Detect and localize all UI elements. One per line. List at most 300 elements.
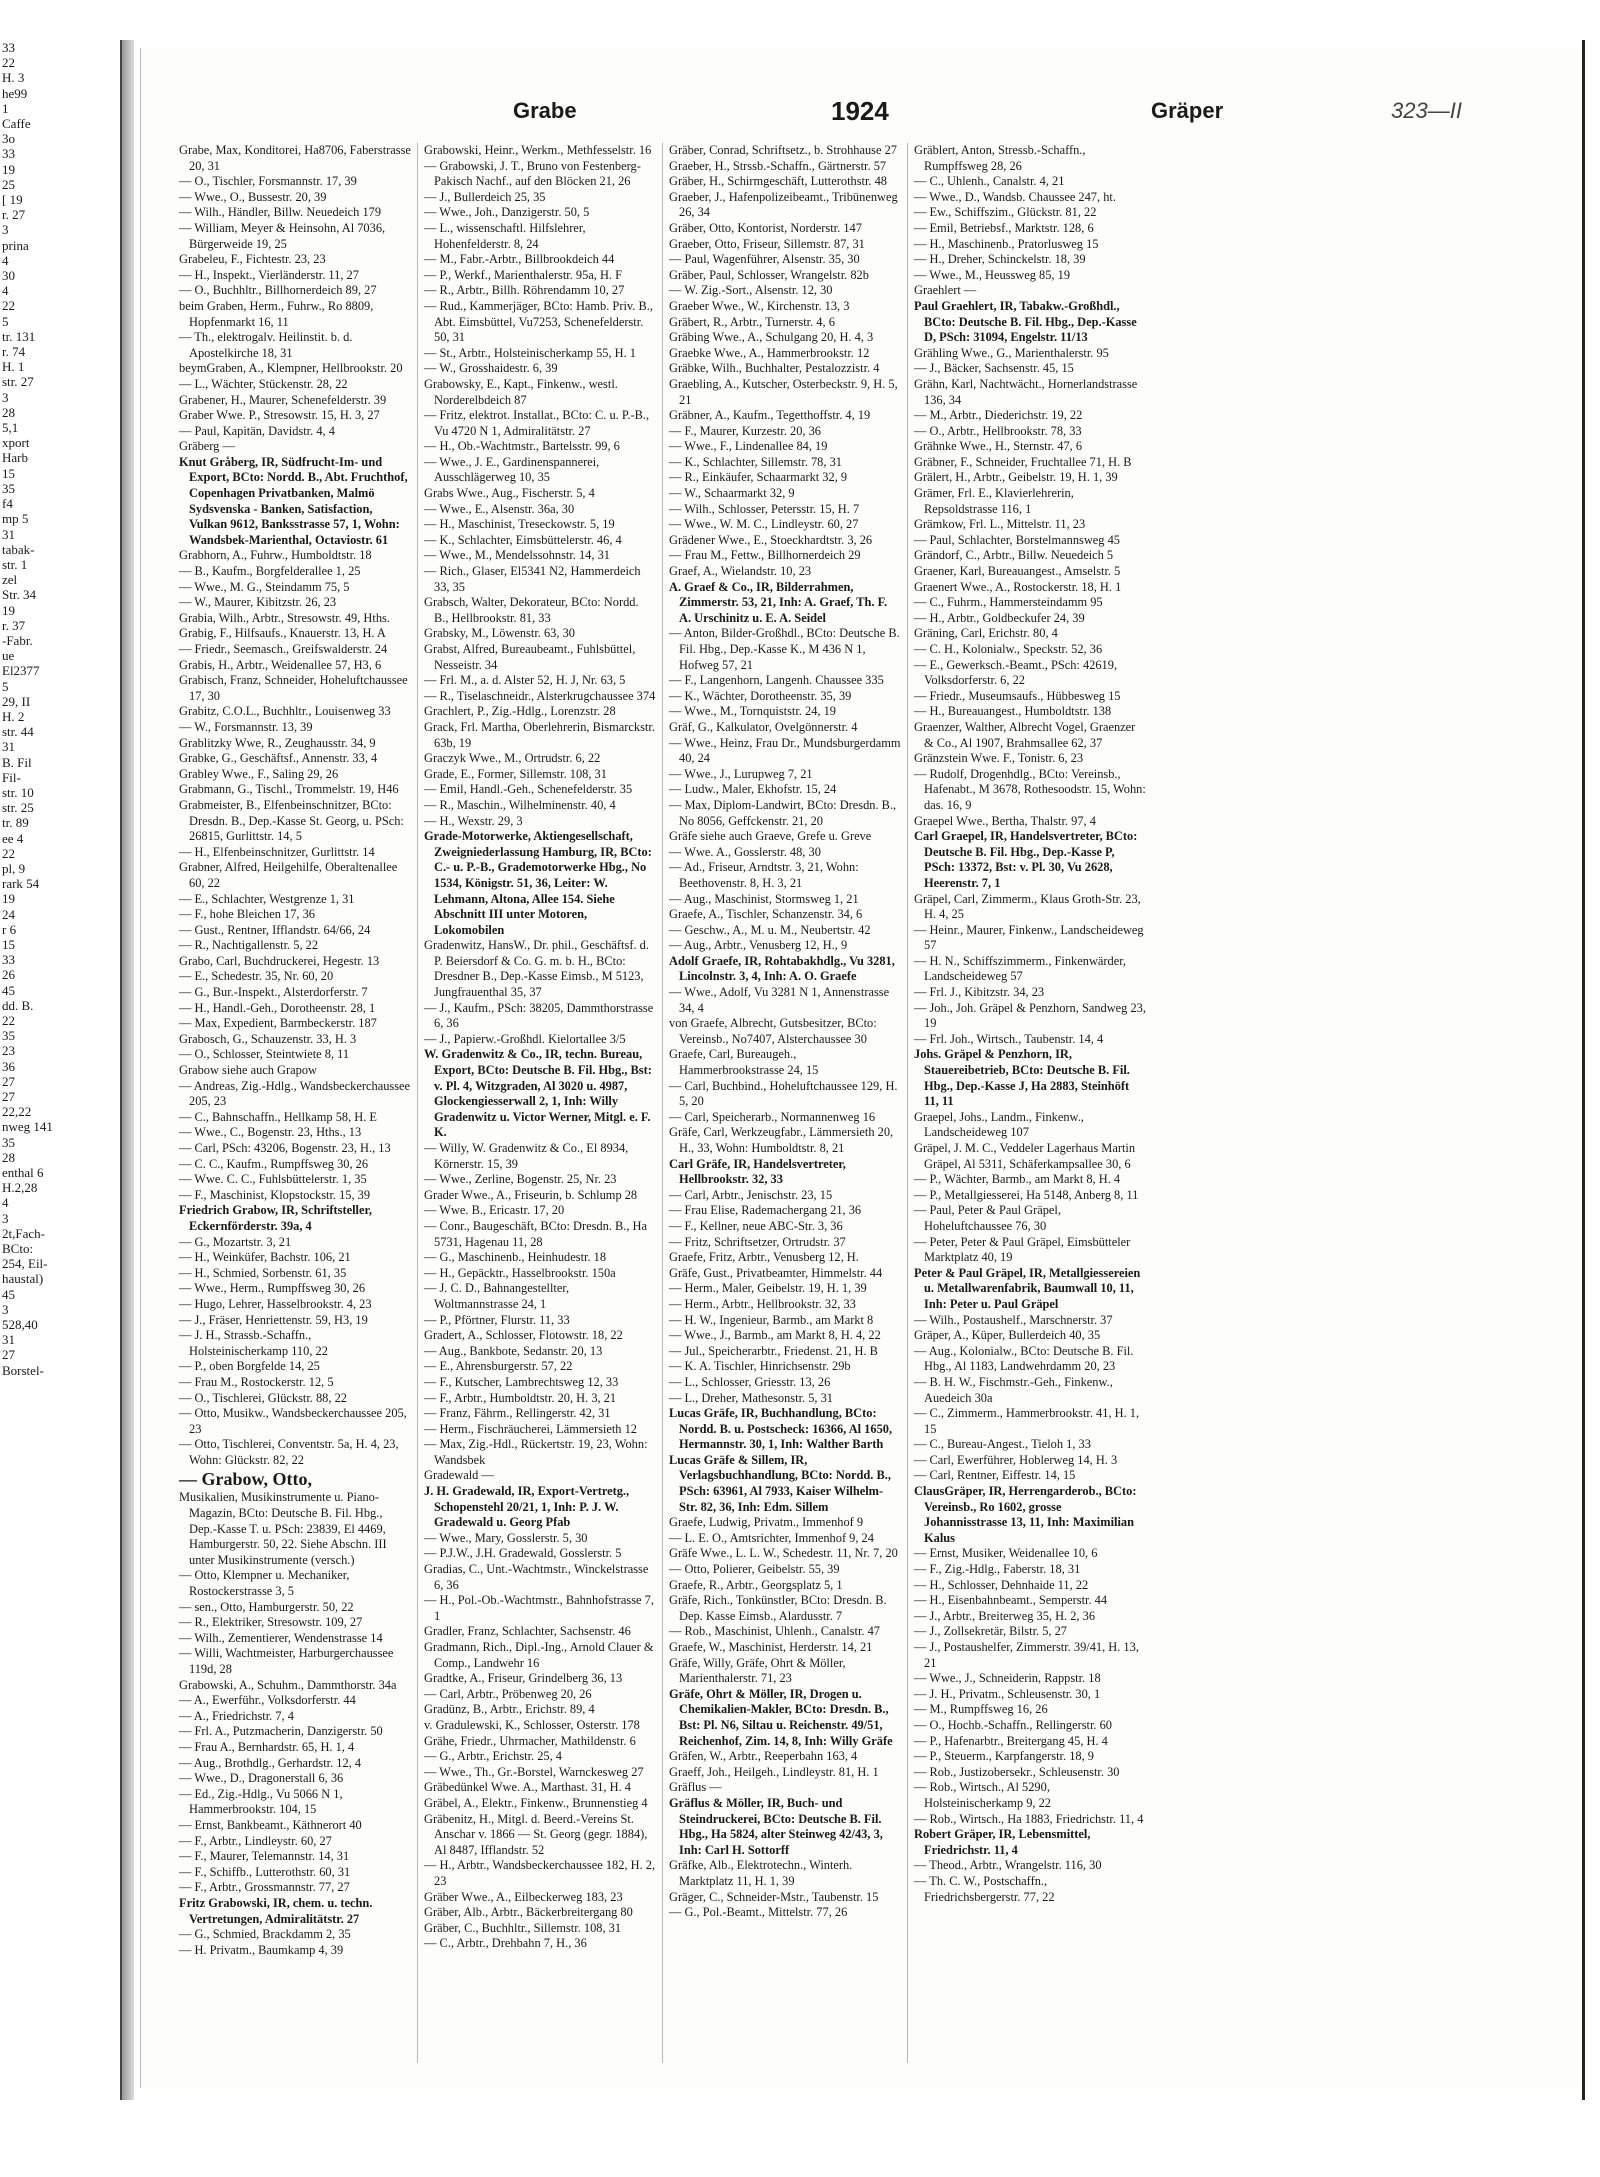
directory-entry: — W. Zig.-Sort., Alsenstr. 12, 30 (669, 283, 833, 298)
directory-entry: — Wilh., Schlosser, Petersstr. 15, H. 7 (669, 501, 860, 516)
header-year: 1924 (831, 96, 889, 126)
directory-entry: — F., Schiffb., Lutterothstr. 60, 31 (179, 1864, 351, 1879)
left-fragment-line: 23 (2, 1043, 15, 1059)
directory-entry: Grabow siehe auch Grapow (179, 1063, 317, 1078)
left-fragment-line: Borstel- (2, 1362, 44, 1378)
directory-entry: — O., Arbtr., Hellbrookstr. 78, 33 (914, 423, 1082, 438)
left-fragment-line: 4 (2, 252, 9, 268)
directory-entry: — H., Pol.-Ob.-Wachtmstr., Bahnhofstrasse 7, 1 (424, 1593, 654, 1623)
left-fragment-line: 5,1 (2, 420, 19, 436)
directory-entry: — J. H., Strassb.-Schaffn., Holsteinischerkamp 110, 22 (179, 1328, 328, 1358)
directory-entry: Graeff, Joh., Heilgeh., Lindleystr. 81, H. 1 (669, 1764, 879, 1779)
directory-entry: Gräfke, Alb., Elektrotechn., Winterh. Marktplatz 11, H. 1, 39 (669, 1858, 853, 1888)
directory-entry: — H., Inspekt., Vierländerstr. 11, 27 (179, 267, 359, 282)
left-fragment-line: 3o (2, 131, 15, 147)
left-fragment-line: r. 27 (2, 207, 26, 223)
left-fragment-line: B. Fil (2, 754, 32, 770)
directory-entry: Grabmeister, B., Elfenbeinschnitzer, BCto: Dresdn. B., Dep.-Kasse St. Georg, u. PSch: 26815, Gurlittstr. 14, 5 (179, 797, 404, 844)
column-2 (418, 143, 663, 2063)
directory-entry: — F., hohe Bleichen 17, 36 (179, 907, 315, 922)
directory-entry: Gräber Wwe., A., Eilbeckerweg 183, 23 (424, 1889, 623, 1904)
directory-entry: — F., Maurer, Kurzestr. 20, 36 (669, 423, 821, 438)
directory-entry: — Ew., Schiffszim., Glückstr. 81, 22 (914, 205, 1097, 220)
directory-entry: Gräfe, Rich., Tonkünstler, BCto: Dresdn. B. Dep. Kasse Eimsb., Alardusstr. 7 (669, 1593, 887, 1623)
directory-entry: Gräberg — (179, 439, 235, 454)
left-fragment-line: 27 (2, 1347, 15, 1363)
left-fragment-line: 35 (2, 1134, 15, 1150)
directory-entry: — Joh., Joh. Gräpel & Penzhorn, Sandweg 23, 19 (914, 1000, 1146, 1031)
directory-entry: Grabley Wwe., F., Saling 29, 26 (179, 766, 339, 781)
directory-entry: — H., Eisenbahnbeamt., Semperstr. 44 (914, 1593, 1108, 1608)
directory-entry: — Ed., Zig.-Hdlg., Vu 5066 N 1, Hammerbrookstr. 104, 15 (179, 1786, 343, 1817)
directory-entry: — C., Bureau-Angest., Tieloh 1, 33 (914, 1437, 1091, 1452)
directory-entry: Gräning, Carl, Erichstr. 80, 4 (914, 626, 1058, 641)
directory-entry: Gradias, C., Unt.-Wachtmstr., Winckelstrasse 6, 36 (424, 1562, 649, 1592)
directory-entry: Grabosch, G., Schauzenstr. 33, H. 3 (179, 1031, 357, 1046)
directory-entry: Graber Wwe. P., Stresowstr. 15, H. 3, 27 (179, 408, 380, 423)
directory-entry: Grabowski, Heinr., Werkm., Methfesselstr. 16 (424, 143, 652, 157)
directory-entry: beymGraben, A., Klempner, Hellbrookstr. 20 (179, 361, 403, 376)
column-4 (908, 143, 1152, 2063)
directory-entry: Lucas Gräfe, IR, Buchhandlung, BCto: Nordd. B. u. Postscheck: 16366, Al 1650, Hermannstr. 30, 1, Inh: Walther Barth (669, 1406, 893, 1452)
left-fragment-line: pl, 9 (2, 860, 26, 876)
left-fragment-line: enthal 6 (2, 1165, 44, 1181)
directory-entry: Grabs Wwe., Aug., Fischerstr. 5, 4 (424, 486, 595, 501)
directory-entry: — Wwe., Mary, Gosslerstr. 5, 30 (424, 1530, 588, 1545)
directory-entry: — Frau Elise, Rademachergang 21, 36 (669, 1203, 862, 1218)
directory-entry: — Wwe., J., Lurupweg 7, 21 (669, 766, 813, 781)
directory-entry: — C. C., Kaufm., Rumpffsweg 30, 26 (179, 1156, 369, 1171)
left-fragment-line: 3 (2, 222, 9, 238)
directory-entry: Gräfe siehe auch Graeve, Grefe u. Greve (669, 829, 872, 844)
directory-entry: — Frl. Joh., Wirtsch., Taubenstr. 14, 4 (914, 1031, 1104, 1046)
directory-entry: — P., Wächter, Barmb., am Markt 8, H. 4 (914, 1172, 1121, 1187)
directory-entry: Gräfe, Carl, Werkzeugfabr., Lämmersieth 20, H., 33, Wohn: Humboldtstr. 8, 21 (669, 1125, 894, 1155)
directory-entry: — Heinr., Maurer, Finkenw., Landscheideweg 57 (914, 922, 1144, 953)
directory-entry: — J. C. D., Bahnangestellter, Woltmannstrasse 24, 1 (424, 1281, 570, 1311)
directory-entry: — Wwe., M., Tornquiststr. 24, 19 (669, 704, 836, 719)
directory-entry: Gräger, C., Schneider-Mstr., Taubenstr. 15 (669, 1889, 879, 1904)
directory-entry: — O., Buchhltr., Billhornerdeich 89, 27 (179, 283, 377, 298)
directory-entry: — P.J.W., J.H. Gradewald, Gosslerstr. 5 (424, 1546, 622, 1561)
directory-entry: — A., Ewerführ., Volksdorferstr. 44 (179, 1693, 356, 1708)
column-1 (173, 143, 418, 2063)
directory-entry: Grabowski, A., Schuhm., Dammthorstr. 34a (179, 1677, 397, 1692)
directory-entry: — E., Schedestr. 35, Nr. 60, 20 (179, 969, 334, 984)
directory-entry: — C. H., Kolonialw., Speckstr. 52, 36 (914, 642, 1103, 656)
left-fragment-line: ee 4 (2, 830, 24, 846)
left-fragment-line: 28 (2, 1149, 15, 1165)
left-fragment-line: 19 (2, 161, 15, 177)
directory-entry: — Peter, Peter & Paul Gräpel, Eimsbütteler Marktplatz 40, 19 (914, 1234, 1131, 1265)
directory-entry: Gradünz, B., Arbtr., Erichstr. 89, 4 (424, 1702, 595, 1717)
directory-entry: Grädener Wwe., E., Stoeckhardtstr. 3, 26 (669, 532, 873, 547)
directory-entry: Gräbert, R., Arbtr., Turnerstr. 4, 6 (669, 314, 835, 329)
left-fragment-line: -Fabr. (2, 632, 33, 648)
left-fragment-line: Fil- (2, 769, 21, 785)
directory-entry: Knut Gråberg, IR, Südfrucht-Im- und Export, BCto: Nordd. B., Abt. Fruchthof, Copenhagen Privatbanken, Malmö Sydsvenska - Banken, Satisfaction, Vulkan 9612, Banksstrasse 57, 1, Wohn: Wandsbek-Marienthal, Octaviostr. 61 (179, 454, 408, 547)
directory-entry: — C., Uhlenh., Canalstr. 4, 21 (914, 174, 1065, 189)
directory-entry: Graef, A., Wielandstr. 10, 23 (669, 564, 812, 579)
directory-entry: Gradtke, A., Friseur, Grindelberg 36, 13 (424, 1671, 623, 1686)
directory-entry: — Frl. J., Kibitzstr. 34, 23 (914, 985, 1045, 1000)
directory-entry: — Fritz, elektrot. Installat., BCto: C. u. P.-B., Vu 4720 N 1, Admiralitätstr. 27 (424, 408, 650, 438)
directory-entry: — F., Arbtr., Grossmannstr. 77, 27 (179, 1880, 350, 1895)
directory-entry: — C., Bahnschaffn., Hellkamp 58, H. E (179, 1109, 377, 1124)
directory-entry: — Wwe., J., Schneiderin, Rappstr. 18 (914, 1671, 1101, 1686)
directory-entry: — Wwe., F., Lindenallee 84, 19 (669, 439, 828, 454)
directory-entry: — H. N., Schiffszimmerm., Finkenwärder, Landscheideweg 57 (914, 953, 1126, 984)
directory-entry: Grachlert, P., Zig.-Hdlg., Lorenzstr. 28 (424, 704, 616, 719)
left-fragment-line: str. 25 (2, 800, 34, 816)
left-fragment-line: dd. B. (2, 997, 34, 1013)
directory-entry: — C., Zimmerm., Hammerbrookstr. 41, H. 1, 15 (914, 1406, 1140, 1436)
directory-entry: — Aug., Brothdlg., Gerhardstr. 12, 4 (179, 1755, 362, 1770)
directory-entry: — Herm., Arbtr., Hellbrookstr. 32, 33 (669, 1296, 856, 1311)
directory-entry: — Carl, Rentner, Eiffestr. 14, 15 (914, 1468, 1076, 1483)
left-fragment-line: tr. 131 (2, 328, 36, 344)
left-fragment-line: Str. 34 (2, 587, 36, 603)
directory-entry: — G., Arbtr., Erichstr. 25, 4 (424, 1749, 563, 1764)
directory-entry: — Rud., Kammerjäger, BCto: Hamb. Priv. B., Abt. Eimsbüttel, Vu7253, Schenefelderstr. 50, 31 (424, 298, 653, 345)
page-edge (1582, 40, 1585, 2100)
directory-entry: Gräbenitz, H., Mitgl. d. Beerd.-Vereins St. Anschar v. 1866 — St. Georg (gegr. 1884), Al 8487, Ifflandstr. 52 (424, 1811, 648, 1857)
directory-entry: beim Graben, Herm., Fuhrw., Ro 8809, Hopfenmarkt 16, 11 (179, 298, 374, 329)
directory-entry: — Ludw., Maler, Ekhofstr. 15, 24 (669, 782, 837, 797)
directory-entry: Gräfe, Gust., Privatbeamter, Himmelstr. 44 (669, 1265, 883, 1280)
directory-entry: Gräbing Wwe., A., Schulgang 20, H. 4, 3 (669, 330, 874, 345)
directory-entry: Fritz Grabowski, IR, chem. u. techn. Vertretungen, Admiralitätstr. 27 (179, 1895, 373, 1926)
directory-entry: Grade-Motorwerke, Aktiengesellschaft, Zweigniederlassung Hamburg, IR, BCto: C.- u. P.-B., Grademotorwerke Hbg., No 1534, Königstr. 51, 36, Leiter: W. Lehmann, Altona, Allee 154. Siehe Abschnitt III unter Motoren, Lokomobilen (424, 829, 652, 937)
directory-entry: — Franz, Fährm., Rellingerstr. 42, 31 (424, 1406, 611, 1421)
directory-entry: — Wwe., Adolf, Vu 3281 N 1, Annenstrasse 34, 4 (669, 985, 890, 1015)
directory-entry: — W., Maurer, Kibitzstr. 26, 23 (179, 595, 337, 610)
left-fragment-line: rark 54 (2, 876, 40, 892)
directory-entry: Grämkow, Frl. L., Mittelstr. 11, 23 (914, 517, 1086, 532)
left-fragment-line: 45 (2, 982, 15, 998)
directory-entry: Gräflus — (669, 1780, 722, 1795)
directory-entry: Adolf Graefe, IR, Rohtabakhdlg., Vu 3281, Lincolnstr. 3, 4, Inh: A. O. Graefe (669, 953, 895, 984)
left-fragment-line: f4 (2, 496, 13, 512)
directory-entry: — H., Schlosser, Dehnhaide 11, 22 (914, 1577, 1089, 1592)
directory-entry: Gradert, A., Schlosser, Flotowstr. 18, 22 (424, 1328, 623, 1343)
left-fragment-line: 24 (2, 906, 15, 922)
directory-entry: — Wwe. A., Gosslerstr. 48, 30 (669, 844, 821, 859)
directory-entry: — H., Weinküfer, Bachstr. 106, 21 (179, 1250, 351, 1265)
directory-entry: — Wilh., Postaushelf., Marschnerstr. 37 (914, 1312, 1113, 1327)
directory-entry: — Wwe., C., Bogenstr. 23, Hths., 13 (179, 1125, 362, 1140)
directory-entry: — K. A. Tischler, Hinrichsenstr. 29b (669, 1359, 851, 1374)
directory-entry: — M., Arbtr., Diederichstr. 19, 22 (914, 408, 1083, 423)
left-fragment-line: 22,22 (2, 1104, 32, 1120)
directory-entry: Gräfe, Willy, Gräfe, Ohrt & Möller, Marienthalerstr. 71, 23 (669, 1655, 846, 1686)
directory-entry: — K., Wächter, Dorotheenstr. 35, 39 (669, 688, 852, 703)
directory-entry: — Frl. A., Putzmacherin, Danzigerstr. 50 (179, 1724, 383, 1739)
directory-entry: Grälert, H., Arbtr., Geibelstr. 19, H. 1, 39 (914, 470, 1118, 485)
directory-entry: — B. H. W., Fischmstr.-Geh., Finkenw., Auedeich 30a (914, 1374, 1113, 1405)
directory-entry: — Wwe., D., Dragonerstall 6, 36 (179, 1771, 344, 1786)
directory-entry: v. Gradulewski, K., Schlosser, Osterstr. 178 (424, 1717, 640, 1732)
directory-entry: — H., Bureauangest., Humboldtstr. 138 (914, 704, 1112, 719)
directory-entry: — W., Forsmannstr. 13, 39 (179, 719, 313, 734)
left-fragment-line: 3 (2, 1210, 9, 1226)
directory-entry: — H., Gepäcktr., Hasselbrookstr. 150a (424, 1265, 616, 1280)
directory-entry: — Aug., Arbtr., Venusberg 12, H., 9 (669, 938, 848, 953)
directory-entry: — Wwe., Herm., Rumpffsweg 30, 26 (179, 1281, 366, 1296)
directory-entry: — P., Werkf., Marienthalerstr. 95a, H. F (424, 267, 623, 282)
left-fragment-line: tabak- (2, 541, 35, 557)
left-fragment-line: 4 (2, 283, 9, 299)
directory-entry: — Wwe., M., Mendelssohnstr. 14, 31 (424, 548, 610, 563)
directory-entry: Gräfe Wwe., L. L. W., Schedestr. 11, Nr. 7, 20 (669, 1546, 898, 1561)
directory-entry: — Emil, Betriebsf., Marktstr. 128, 6 (914, 220, 1094, 235)
directory-entry: — H., Maschinenb., Pratorlusweg 15 (914, 236, 1099, 251)
directory-entry: Graefe, R., Arbtr., Georgsplatz 5, 1 (669, 1577, 843, 1592)
left-fragment-line: 22 (2, 298, 15, 314)
directory-entry: — G., Pol.-Beamt., Mittelstr. 77, 26 (669, 1905, 848, 1920)
directory-entry: — J., Bullerdeich 25, 35 (424, 189, 546, 204)
directory-entry: Gräber, Paul, Schlosser, Wrangelstr. 82b (669, 267, 869, 282)
left-fragment-line: 31 (2, 739, 15, 755)
directory-entry: Gräber, C., Buchhltr., Sillemstr. 108, 31 (424, 1920, 622, 1935)
directory-entry: — Herm., Fischräucherei, Lämmersieth 12 (424, 1421, 637, 1436)
directory-entry: — Rob., Justizobersekr., Schleusenstr. 30 (914, 1764, 1120, 1779)
left-fragment-line: 15 (2, 936, 15, 952)
directory-entry: — William, Meyer & Heinsohn, Al 7036, Bürgerweide 19, 25 (179, 220, 386, 251)
directory-entry: — R., Tiselaschneidr., Alsterkrugchaussee 374 (424, 688, 656, 703)
directory-entry: Grähe, Friedr., Uhrmacher, Mathildenstr. 6 (424, 1733, 636, 1748)
left-fragment-line: 1 (2, 100, 9, 116)
directory-entry: — J., Zollsekretär, Bilstr. 5, 27 (914, 1624, 1067, 1639)
directory-entry: Grabitz, C.O.L., Buchhltr., Louisenweg 33 (179, 704, 391, 719)
directory-entry: Grader Wwe., A., Friseurin, b. Schlump 28 (424, 1187, 638, 1202)
directory-entry: Grabke, G., Geschäftsf., Annenstr. 33, 4 (179, 751, 378, 766)
directory-entry: — H., Maschinist, Treseckowstr. 5, 19 (424, 517, 615, 532)
directory-entry: — P., Steuerm., Karpfangerstr. 18, 9 (914, 1749, 1094, 1764)
directory-entry: — G., Mozartstr. 3, 21 (179, 1234, 292, 1249)
directory-entry: Grabo, Carl, Buchdruckerei, Hegestr. 13 (179, 953, 380, 968)
left-fragment-line: 36 (2, 1058, 15, 1074)
left-fragment-line: 3 (2, 389, 9, 405)
directory-entry: Graenert Wwe., A., Rostockerstr. 18, H. 1 (914, 579, 1122, 594)
directory-entry: — H., Ob.-Wachtmstr., Bartelsstr. 99, 6 (424, 439, 620, 454)
directory-entry: — F., Kutscher, Lambrechtsweg 12, 33 (424, 1374, 619, 1389)
directory-entry: — J., Fräser, Henriettenstr. 59, H3, 19 (179, 1312, 368, 1327)
directory-entry: von Graefe, Albrecht, Gutsbesitzer, BCto: Vereinsb., No7407, Alsterchaussee 30 (669, 1016, 877, 1046)
directory-entry: — F., Arbtr., Lindleystr. 60, 27 (179, 1833, 332, 1848)
directory-entry: — Rob., Maschinist, Uhlenh., Canalstr. 47 (669, 1624, 880, 1639)
directory-entry: — J. H., Privatm., Schleusenstr. 30, 1 (914, 1686, 1101, 1701)
directory-entry: — W., Grosshaidestr. 6, 39 (424, 361, 558, 376)
directory-entry: Grabsch, Walter, Dekorateur, BCto: Nordd. B., Hellbrookstr. 81, 33 (424, 595, 639, 625)
directory-entry: Carl Gräfe, IR, Handelsvertreter, Hellbrookstr. 32, 33 (669, 1156, 846, 1187)
directory-entry: — Hugo, Lehrer, Hasselbrookstr. 4, 23 (179, 1296, 372, 1311)
directory-entry: — Geschw., A., M. u. M., Neubertstr. 42 (669, 922, 871, 937)
directory-entry: — Wilh., Händler, Billw. Neuedeich 179 (179, 205, 382, 220)
directory-entry: — Paul, Wagenführer, Alsenstr. 35, 30 (669, 252, 860, 267)
left-fragment-line: str. 44 (2, 724, 34, 740)
directory-entry: Graeber, Otto, Friseur, Sillemstr. 87, 31 (669, 236, 865, 251)
left-fragment-line: 30 (2, 268, 15, 284)
directory-entry: Graenzer, Walther, Albrecht Vogel, Graenzer & Co., Al 1907, Brahmsallee 62, 37 (914, 719, 1136, 750)
directory-entry: Gräblert, Anton, Stressb.-Schaffn., Rumpffsweg 28, 26 (914, 143, 1086, 173)
directory-entry: Grabisch, Franz, Schneider, Hoheluftchaussee 17, 30 (179, 673, 408, 703)
directory-entry: — Otto, Tischlerei, Conventstr. 5a, H. 4, 23, Wohn: Glückstr. 82, 22 (179, 1437, 399, 1467)
directory-entry: Graefe, Fritz, Arbtr., Venusberg 12, H. (669, 1250, 859, 1265)
directory-entry: — sen., Otto, Hamburgerstr. 50, 22 (179, 1599, 354, 1614)
directory-entry: Gräber, Otto, Kontorist, Norderstr. 147 (669, 220, 862, 235)
directory-entry: Grabowsky, E., Kapt., Finkenw., westl. Norderelbdeich 87 (424, 376, 618, 407)
directory-entry: — Theod., Arbtr., Wrangelstr. 116, 30 (914, 1858, 1102, 1873)
directory-entry: Gräper, A., Küper, Bullerdeich 40, 35 (914, 1328, 1101, 1343)
directory-entry: — Frau M., Rostockerstr. 12, 5 (179, 1374, 334, 1389)
directory-entry: — R., Nachtigallenstr. 5, 22 (179, 938, 319, 953)
directory-entry: Musikalien, Musikinstrumente u. Piano-Magazin, BCto: Deutsche B. Fil. Hbg., Dep.-Kasse T. u. PSch: 23839, El 4469, Hamburgerstr. 50, 22. Siehe Abschn. III unter Musikinstrumente (versch.) (179, 1490, 387, 1567)
left-fragment-line: 45 (2, 1286, 15, 1302)
directory-entry: — Anton, Bilder-Großhdl., BCto: Deutsche B. Fil. Hbg., Dep.-Kasse K., M 436 N 1, Hofweg 57, 21 (669, 626, 900, 672)
directory-entry: — H., Arbtr., Goldbeckufer 24, 39 (914, 610, 1085, 625)
directory-entry: — Jul., Speicherarbtr., Friedenst. 21, H. B (669, 1343, 878, 1358)
directory-entry: Grähn, Karl, Nachtwächt., Hornerlandstrasse 136, 34 (914, 376, 1138, 407)
directory-entry: Graefe, A., Tischler, Schanzenstr. 34, 6 (669, 907, 863, 922)
directory-entry: Gräbner, F., Schneider, Fruchtallee 71, H. B (914, 454, 1132, 469)
directory-entry: Grabst, Alfred, Bureaubeamt., Fuhlsbüttel, Nesseistr. 34 (424, 642, 636, 672)
page-header (141, 98, 1581, 138)
directory-entry: — Otto, Polierer, Geibelstr. 55, 39 (669, 1562, 840, 1577)
directory-entry: — Wwe., Zerline, Bogenstr. 25, Nr. 23 (424, 1172, 617, 1187)
left-fragment-line: 33 (2, 40, 15, 55)
directory-entry: Johs. Gräpel & Penzhorn, IR, Stauereibetrieb, BCto: Deutsche B. Fil. Hbg., Dep.-Kasse J, Ha 2883, Steinhöft 11, 11 (914, 1047, 1130, 1109)
directory-entry: — Herm., Maler, Geibelstr. 19, H. 1, 39 (669, 1281, 867, 1296)
directory-entry: Gräfe, Ohrt & Möller, IR, Drogen u. Chemikalien-Makler, BCto: Dresdn. B., Bst: Pl. N6, Siltau u. Reichenstr. 49/51, Reichenhof, Zim. 14, 8, Inh: Willy Gräfe (669, 1686, 893, 1748)
directory-entry: — K., Schlachter, Sillemstr. 78, 31 (669, 454, 842, 469)
directory-entry: — F., Langenhorn, Langenh. Chaussee 335 (669, 673, 884, 688)
directory-entry: — Paul, Peter & Paul Gräpel, Hoheluftchaussee 76, 30 (914, 1203, 1061, 1233)
directory-entry: — R., Arbtr., Billh. Röhrendamm 10, 27 (424, 283, 625, 298)
directory-entry: — R., Maschin., Wilhelminenstr. 40, 4 (424, 797, 616, 812)
left-fragment-line: H. 1 (2, 359, 25, 375)
directory-entry: — P., Metallgiesserei, Ha 5148, Anberg 8, 11 (914, 1187, 1139, 1202)
directory-entry: Friedrich Grabow, IR, Schriftsteller, Eckernförderstr. 39a, 4 (179, 1203, 372, 1233)
directory-entry: Grabeleu, F., Fichtestr. 23, 23 (179, 252, 326, 267)
directory-entry: — Carl, Arbtr., Pröbenweg 20, 26 (424, 1686, 592, 1701)
directory-entry: — Grabowski, J. T., Bruno von Festenberg-Pakisch Nachf., auf den Blöcken 21, 26 (424, 158, 641, 189)
directory-entry: — H., Arbtr., Wandsbeckerchaussee 182, H. 2, 23 (424, 1858, 656, 1888)
left-fragment-line: 31 (2, 1332, 15, 1348)
directory-entry: Gräbner, A., Kaufm., Tegetthoffstr. 4, 19 (669, 408, 871, 423)
directory-entry: — M., Fabr.-Arbtr., Billbrookdeich 44 (424, 252, 615, 267)
directory-entry: — F., Zig.-Hdlg., Faberstr. 18, 31 (914, 1562, 1081, 1577)
directory-entry: Graefe, Carl, Bureaugeh., Hammerbrookstrasse 24, 15 (669, 1047, 819, 1078)
directory-entry: — Th., elektrogalv. Heilinstit. b. d. Apostelkirche 18, 31 (179, 330, 353, 360)
directory-entry: — Otto, Klempner u. Mechaniker, Rostockerstrasse 3, 5 (179, 1568, 350, 1599)
directory-entry: Gräpel, Carl, Zimmerm., Klaus Groth-Str. 23, H. 4, 25 (914, 891, 1141, 922)
directory-entry: — W., Schaarmarkt 32, 9 (669, 486, 795, 501)
directory-entry: Gränzstein Wwe. F., Tonistr. 6, 23 (914, 751, 1084, 766)
directory-entry: — H., Handl.-Geh., Dorotheenstr. 28, 1 (179, 1000, 376, 1015)
directory-entry: Grähling Wwe., G., Marienthalerstr. 95 (914, 345, 1109, 360)
directory-entry: — O., Schlosser, Steintwiete 8, 11 (179, 1047, 350, 1062)
left-fragment-line: El2377 (2, 663, 40, 679)
entry-columns (173, 143, 1568, 2063)
directory-entry: — Emil, Handl.-Geh., Schenefelderstr. 35 (424, 782, 633, 797)
left-fragment-line: 33 (2, 146, 15, 162)
directory-entry: — Wwe., M., Heussweg 85, 19 (914, 267, 1071, 282)
left-fragment-line: 27 (2, 1089, 15, 1105)
directory-entry: Graebling, A., Kutscher, Osterbeckstr. 9, H. 5, 21 (669, 376, 898, 407)
directory-entry: Grabmann, G., Tischl., Trommelstr. 19, H46 (179, 782, 399, 797)
directory-entry: Grabe, Max, Konditorei, Ha8706, Faberstrasse 20, 31 (179, 143, 411, 173)
directory-entry: Carl Graepel, IR, Handelsvertreter, BCto: Deutsche B. Fil. Hbg., Dep.-Kasse P, PSch: 13372, Bst: v. Pl. 30, Vu 2628, Heerenstr. 7, 1 (914, 829, 1138, 890)
left-fragment-line: zel (2, 572, 18, 588)
directory-entry: — Rob., Wirtsch., Ha 1883, Friedrichstr. 11, 4 (914, 1811, 1144, 1826)
left-fragment-line: 29, II (2, 693, 31, 709)
directory-page (140, 48, 1581, 2088)
directory-entry: — Wwe., W. M. C., Lindleystr. 60, 27 (669, 517, 859, 532)
directory-entry: — H., Schmied, Sorbenstr. 61, 35 (179, 1265, 347, 1280)
directory-entry: — Carl, Arbtr., Jenischstr. 23, 15 (669, 1187, 833, 1202)
directory-entry: — B., Kaufm., Borgfelderallee 1, 25 (179, 564, 361, 579)
directory-entry: — H. Privatm., Baumkamp 4, 39 (179, 1942, 344, 1957)
directory-entry: — Aug., Maschinist, Stormsweg 1, 21 (669, 891, 859, 906)
directory-entry: — Frl. M., a. d. Alster 52, H. J, Nr. 63, 5 (424, 673, 626, 688)
directory-entry: Robert Gräper, IR, Lebensmittel, Friedrichstr. 11, 4 (914, 1827, 1091, 1857)
directory-entry: — C., Arbtr., Drehbahn 7, H., 36 (424, 1936, 587, 1951)
directory-entry: — H., Elfenbeinschnitzer, Gurlittstr. 14 (179, 844, 375, 859)
directory-entry: Gräfen, W., Arbtr., Reeperbahn 163, 4 (669, 1749, 858, 1764)
directory-entry: Gradewald — (424, 1468, 494, 1483)
directory-entry: — Friedr., Museumsaufs., Hübbesweg 15 (914, 688, 1121, 703)
directory-entry: Grack, Frl. Martha, Oberlehrerin, Bismarckstr. 63b, 19 (424, 719, 655, 750)
directory-entry: — Carl, PSch: 43206, Bogenstr. 23, H., 13 (179, 1141, 391, 1155)
directory-entry: — Rudolf, Drogenhdlg., BCto: Vereinsb., Hafenabt., M 3678, Rothesoodstr. 15, Wohn: das. 16, 9 (914, 766, 1146, 812)
directory-entry: ClausGräper, IR, Herrengarderob., BCto: Vereinsb., Ro 1602, grosse Johannisstrasse 13, 11, Inh: Maximilian Kalus (914, 1484, 1137, 1545)
directory-entry: — F., Arbtr., Humboldtstr. 20, H. 3, 21 (424, 1390, 617, 1405)
left-fragment-line: 4 (2, 1195, 9, 1211)
directory-entry: — Ad., Friseur, Arndtstr. 3, 21, Wohn: Beethovenstr. 8, H. 3, 21 (669, 860, 859, 890)
left-fragment-line: r. 74 (2, 344, 26, 360)
left-page-fragment (0, 40, 122, 2100)
page-number: 323—II (1391, 98, 1462, 123)
directory-entry: Graener, Karl, Bureauangest., Amselstr. 5 (914, 564, 1121, 579)
directory-entry: — St., Arbtr., Holsteinischerkamp 55, H. 1 (424, 345, 637, 360)
directory-entry: Gräflus & Möller, IR, Buch- und Steindruckerei, BCto: Deutsche B. Fil. Hbg., Ha 5824, alter Steinweg 42/43, 3, Inh: Carl H. Sottorff (669, 1795, 883, 1857)
directory-entry: Grabener, H., Maurer, Schenefelderstr. 39 (179, 392, 387, 407)
directory-entry: — Rich., Glaser, El5341 N2, Hammerdeich 33, 35 (424, 564, 641, 594)
left-fragment-line: BCto: (2, 1241, 34, 1257)
directory-entry: — Carl, Buchbind., Hoheluftchaussee 129, H. 5, 20 (669, 1078, 898, 1109)
directory-entry: Graeber, H., Strssb.-Schaffn., Gärtnerstr. 57 (669, 158, 887, 173)
left-fragment-line: 27 (2, 1073, 15, 1089)
directory-entry: — Wwe., J., Barmb., am Markt 8, H. 4, 22 (669, 1328, 881, 1343)
directory-entry: — L. E. O., Amtsrichter, Immenhof 9, 24 (669, 1530, 874, 1545)
directory-entry: — O., Hochb.-Schaffn., Rellingerstr. 60 (914, 1717, 1112, 1732)
directory-entry: — C., Fuhrm., Hammersteindamm 95 (914, 595, 1103, 610)
directory-entry: — Frau A., Bernhardstr. 65, H. 1, 4 (179, 1739, 355, 1754)
left-fragment-line: 19 (2, 891, 15, 907)
left-fragment-line: 35 (2, 1028, 15, 1044)
left-fragment-line: 33 (2, 952, 15, 968)
directory-entry: — L., wissenschaftl. Hilfslehrer, Hohenfelderstr. 8, 24 (424, 220, 586, 251)
directory-entry: — Max, Diplom-Landwirt, BCto: Dresdn. B., No 8056, Geffckenstr. 21, 20 (669, 797, 897, 828)
directory-entry: Lucas Gräfe & Sillem, IR, Verlagsbuchhandlung, BCto: Nordd. B., PSch: 63961, Al 7933, Kaiser Wilhelm-Str. 82, 36, Inh: Edm. Sillem (669, 1452, 891, 1514)
directory-entry: Gradenwitz, HansW., Dr. phil., Geschäftsf. d. P. Beiersdorf & Co. G. m. b. H., BCto: Dresdner B., Dep.-Kasse Eimsb., M 5123, Jungfrauenthal 35, 37 (424, 938, 649, 1000)
column-3 (663, 143, 908, 2063)
directory-entry: — Friedr., Seemasch., Greifswalderstr. 24 (179, 642, 388, 656)
left-fragment-line: 3 (2, 1301, 9, 1317)
directory-entry: — E., Ahrensburgerstr. 57, 22 (424, 1359, 573, 1374)
directory-entry: Graepel Wwe., Bertha, Thalstr. 97, 4 (914, 813, 1096, 828)
